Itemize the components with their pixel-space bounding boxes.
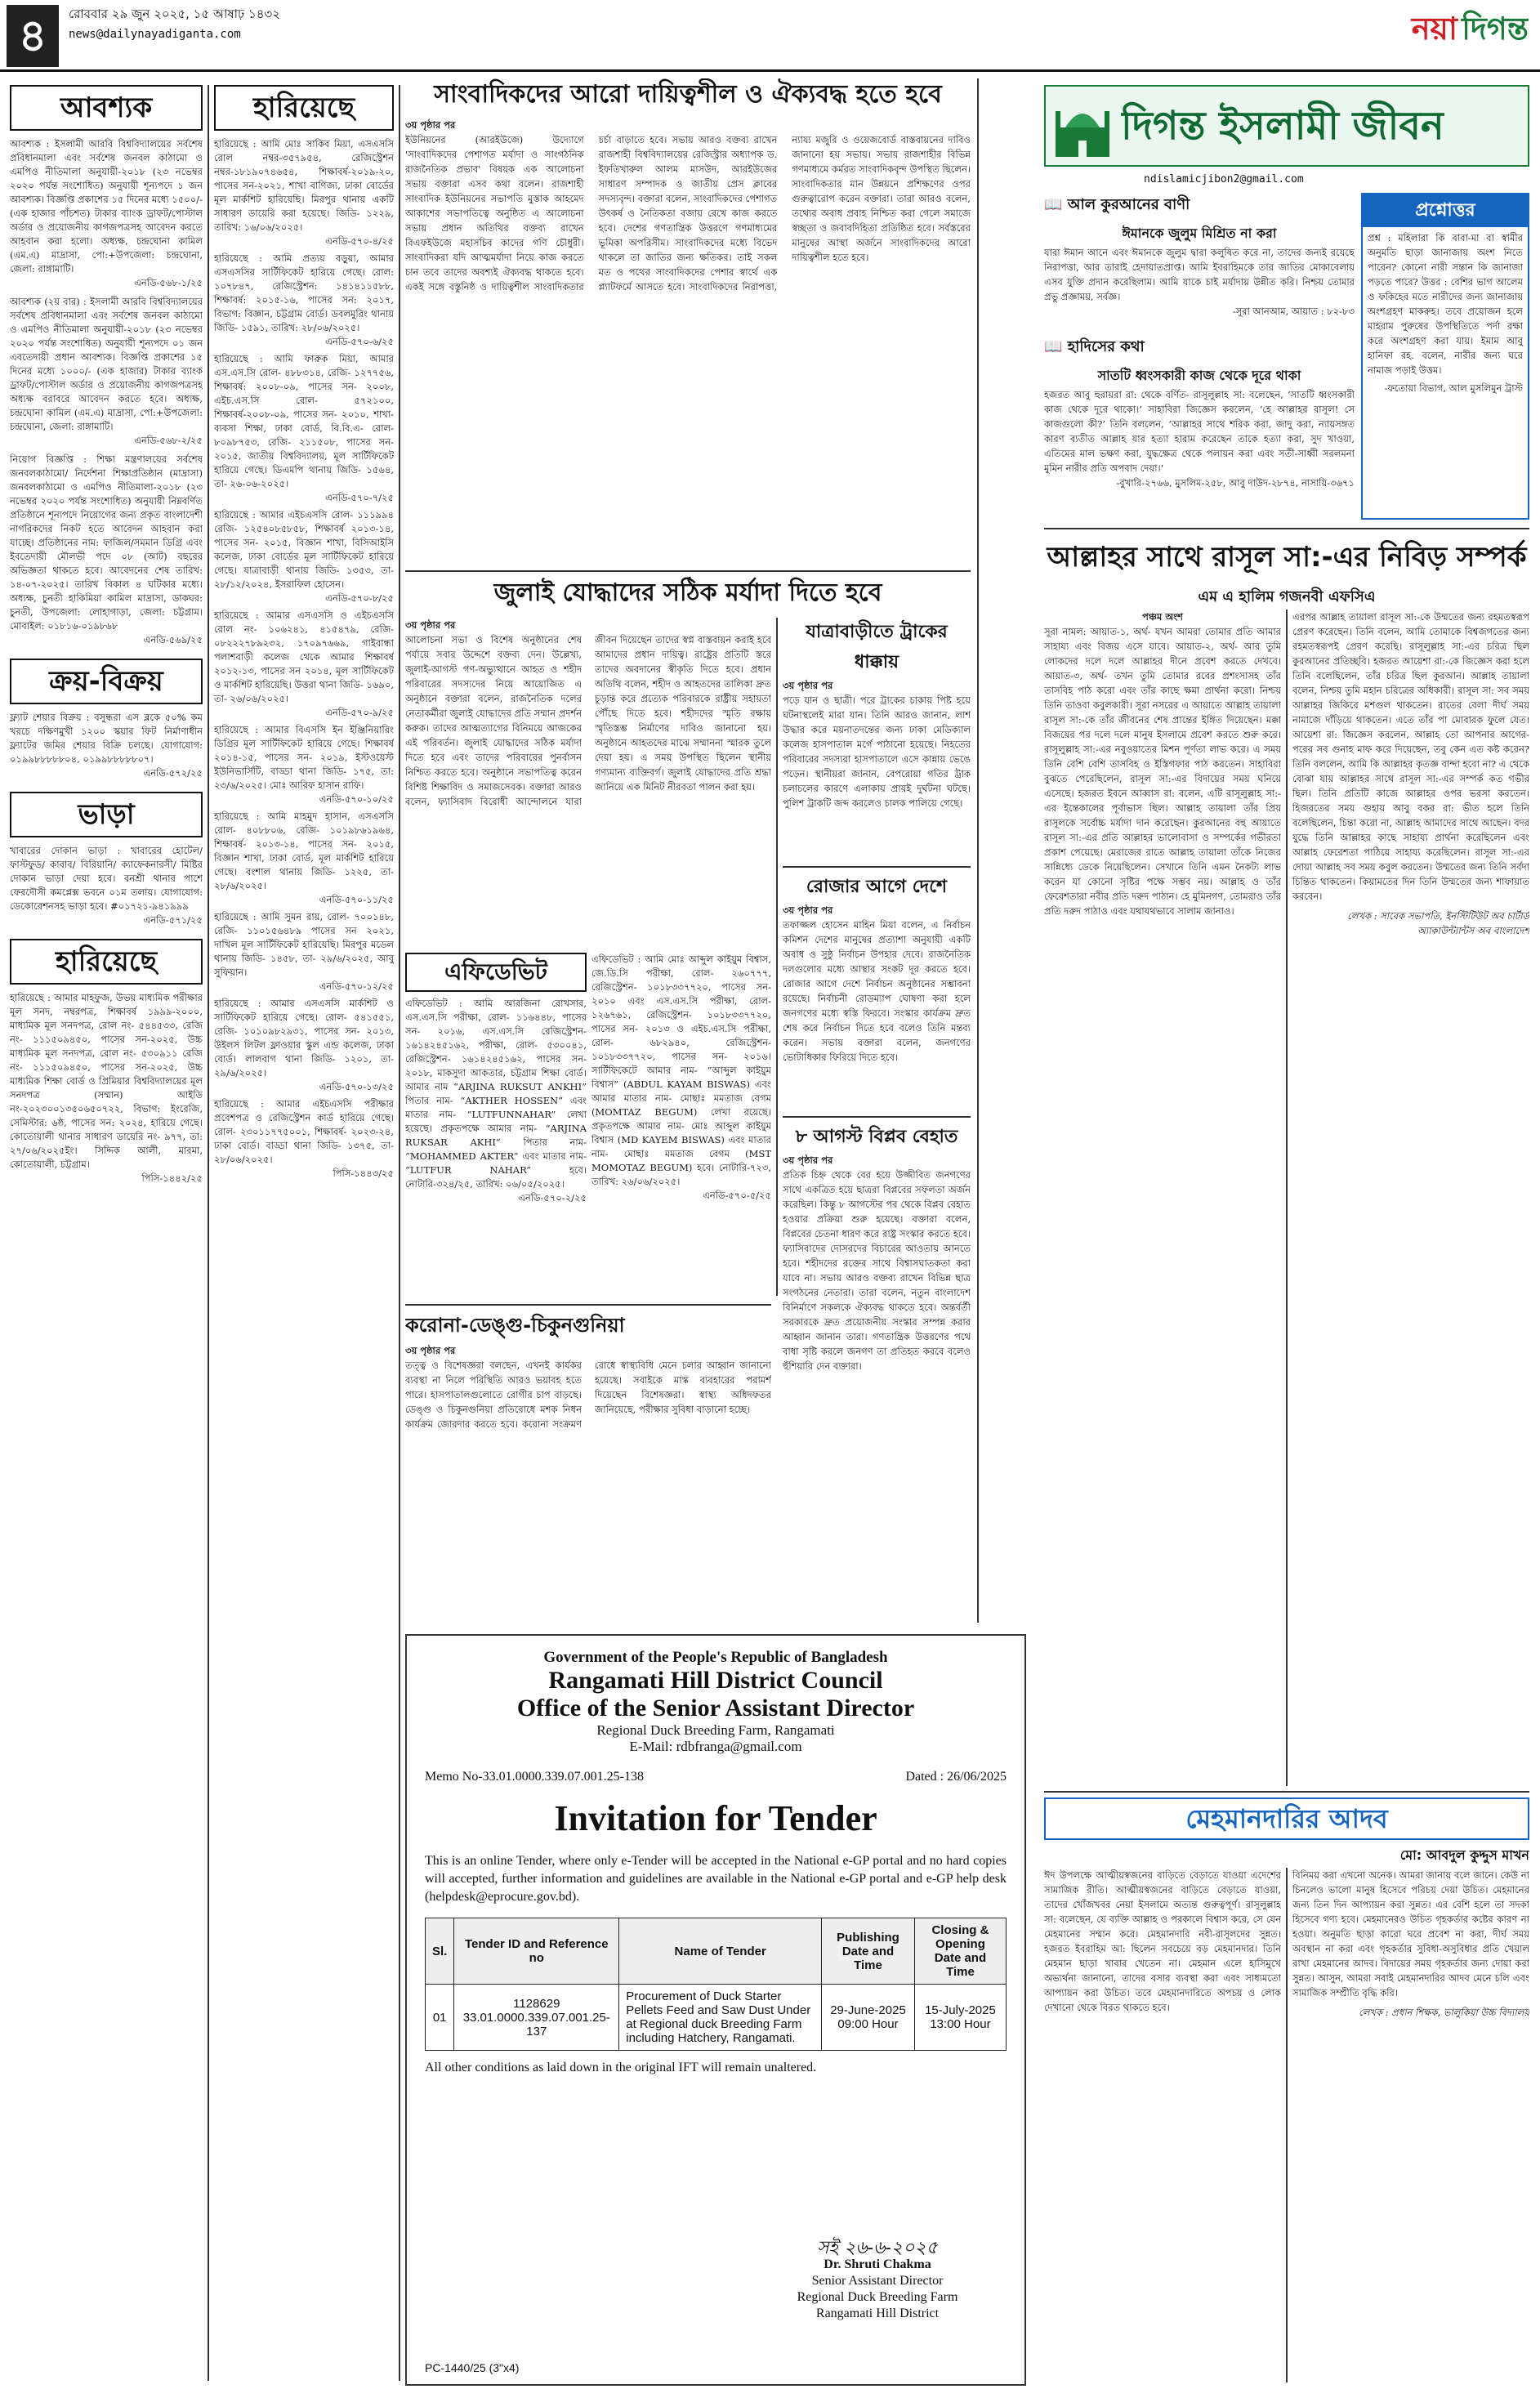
prophet-article-col1 <box>1044 610 1281 1786</box>
article-kicker: ৩য় পৃষ্ঠার পর <box>783 904 833 916</box>
col-tender-id: Tender ID and Reference no <box>454 1918 619 1985</box>
tender-pc-ref: PC-1440/25 (3"x4) <box>425 2361 520 2374</box>
rent-ad: খাবারের দোকান ভাড়া : খাবারের হোটেল/ ফাস্টফুড/ কাবাব/ বিরিয়ানি/ ক্যাফেকনারসী/ মিষ্টির দোকান ভাড়া দেয়া হবে। বনশ্রী থানার পাশে ফেরদৌসী কমপ্লেক্স ভবনে ০১ম তলায়। যোগাযোগ: ডেকোরেশনসহ ভাড়া হবে। #০১৭২১-৯৪১৯৯৯ <box>10 845 203 912</box>
classifieds-column <box>10 85 203 2373</box>
hadith-heading-label: হাদিসের কথা <box>1067 338 1145 355</box>
article-kicker: ৩য় পৃষ্ঠার পর <box>783 1154 833 1166</box>
journalists-article <box>405 118 971 565</box>
journalists-body: ইউনিয়নের (আরইউজে) উদ্যোগে 'সাংবাদিকদের পেশাগত মর্যাদা ও সাংগঠনিক রাজনৈতিক প্রভাব' বিষয়ক এক আলোচনা সভায় বক্তারা এসব কথা বলেন। রাজশাহী সাংবাদিক ইউনিয়নের সভাপতি মুস্তাক আহমেদ আকাশের সভাপতিত্বে অনুষ্ঠিত এ আলোচনা সভায় প্রধান অতিথির বক্তব্য রাখেন বিএফইউজে মহাসচিব কাদের গণি চৌধুরী। সাংবাদিকরা যদি আত্মমর্যাদা নিয়ে কাজ করতে চান তবে তাদের অবশ্যই ঐক্যবদ্ধ থাকতে হবে। একই সঙ্গে বস্তুনিষ্ঠ ও দায়িত্বশীল সাংবাদিকতার চর্চা বাড়াতে হবে। সভায় আরও বক্তব্য রাখেন রাজশাহী বিশ্ববিদ্যালয়ের রেজিস্ট্রার অধ্যাপক ড. ইফতিখারুল আলম মাসউদ, আরইউজের সাধারণ সম্পাদক ও জাতীয় প্রেস ক্লাবের সদস্যবৃন্দ। বক্তারা বলেন, সাংবাদিকদের পেশাগত উৎকর্ষ ও নৈতিকতা বজায় রেখে কাজ করতে হবে। দেশের গণতান্ত্রিক উত্তরণে গণমাধ্যমের ভূমিকা অপরিসীম। সাংবাদিকদের মধ্যে বিভেদ থাকলে তা জাতির জন্য ক্ষতিকর। তাই সকল মত ও পথের সাংবাদিকদের পেশার স্বার্থে এক প্ল্যাটফর্মে আসতে হবে। সাংবাদিকদের নিরাপত্তা, ন্যায্য মজুরি ও ওয়েজবোর্ড বাস্তবায়নের দাবিও জানানো হয় সভায়। সভায় রাজশাহীর বিভিন্ন গণমাধ্যমে কর্মরত সাংবাদিকবৃন্দ উপস্থিত ছিলেন। সাংবাদিকতার মান উন্নয়নে প্রশিক্ষণের ওপর গুরুত্বারোপ করেন বক্তারা। তারা আরও বলেন, তথ্যের অবাধ প্রবাহ নিশ্চিত করা গেলে সমাজে স্বচ্ছতা ও জবাবদিহিতা প্রতিষ্ঠিত হবে। সর্বস্তরের মানুষের আস্থা অর্জনে সাংবাদিকদের আরো দায়িত্বশীল হতে হবে। <box>405 134 971 292</box>
july-headline: জুলাই যোদ্ধাদের সঠিক মর্যাদা দিতে হবে <box>493 578 882 607</box>
column-divider <box>1286 1868 1288 2382</box>
lost-item-ref: পিসি-১৪৪৩/২৫ <box>333 1168 394 1179</box>
tender-council: Rangamati Hill District Council <box>548 1667 883 1694</box>
lost-item-ref: এনডি-৫৭০-৪/২৫ <box>325 235 394 247</box>
lost-item-ref: এনডি-৫৭০-৬/২৫ <box>325 336 394 347</box>
truck-body: পড়ে যান ও ছাত্রী। পরে ট্রাকের চাকায় পিষ্ট হয়ে ঘটনাস্থলেই মারা যান। তিনি আরও জানান, লাশ উদ্ধার করে ময়নাতদন্তের জন্য ঢাকা মেডিক্যাল কলেজ হাসপাতাল মর্গে পাঠানো হয়েছে। নিহতের পরিবারের সদস্যরা হাসপাতালে এসে কান্নায় ভেঙে পড়েন। স্থানীয়রা জানান, বেপরোয়া গতির ট্রাক চলাচলের কারণে এলাকায় প্রায়ই দুর্ঘটনা ঘটছে। পুলিশ ট্রাকটি জব্দ করলেও চালক পালিয়ে গেছে। <box>783 694 971 809</box>
prophet-part: পঞ্চম অংশ <box>1142 611 1183 623</box>
corona-body: তত্ত্ব ও বিশেষজ্ঞরা বলছেন, এখনই কার্যকর ব্যবস্থা না নিলে পরিস্থিতি আরও ভয়াবহ হতে পারে। হাসপাতালগুলোতে রোগীর চাপ বাড়ছে। ডেঙ্গু ও চিকুনগুনিয়া প্রতিরোধে মশক নিধন কার্যক্রম জোরদার করতে হবে। করোনা সংক্রমণ রোধে স্বাস্থ্যবিধি মেনে চলার আহ্বান জানানো হয়েছে। সবাইকে মাস্ক ব্যবহারের পরামর্শ দিয়েছেন বিশেষজ্ঞরা। স্বাস্থ্য অধিদফতর জানিয়েছে, পরীক্ষার সুবিধা বাড়ানো হচ্ছে। <box>405 1360 771 1430</box>
lost-item-ref: এনডি-৫৭০-৯/২৫ <box>325 707 394 718</box>
guest-credit: লেখক : প্রধান শিক্ষক, ভালুকিয়া উচ্চ বিদ্যালয় <box>1359 2007 1529 2018</box>
buysell-heading: ক্রয়-বিক্রয় <box>10 659 203 704</box>
lost-item: হারিয়েছে : আমি মাহমুদ হাসান, এসএসসি রোল- ৪০৮৮০৬, রেজি- ১০১৯৮৬১৯৬৪, শিক্ষাবর্ষ- ২০১৩-১৪, পাসের সন- ২০১৫, বিজ্ঞান শাখা, ঢাকা বোর্ড, মূল মার্কশিট হারিয়ে গেছে। বংশাল থানায় জিডি- ১২২৫, তা- ২৮/৬/২০২৫। <box>214 810 394 891</box>
truck-headline: যাত্রাবাড়ীতে ট্রাকের ধাক্কায় <box>806 622 948 672</box>
wanted-heading: আবশ্যক <box>10 85 203 131</box>
article-kicker: ৩য় পৃষ্ঠার পর <box>405 619 456 631</box>
tender-email[interactable]: E-Mail: rdbfranga@gmail.com <box>629 1739 802 1754</box>
tender-table <box>425 1918 1007 2051</box>
tender-office: Office of the Senior Assistant Director <box>516 1695 915 1721</box>
tender-date: Dated : 26/06/2025 <box>905 1770 1007 1784</box>
islam-header <box>1044 85 1529 167</box>
affidavit-ref: এনডি-৫৭০-২/২৫ <box>518 1192 587 1203</box>
article-kicker: ৩য় পৃষ্ঠার পর <box>405 1345 456 1356</box>
wanted-ref-3: এনডি-৫৬৯/২৫ <box>143 634 203 645</box>
roza-article <box>783 866 971 1111</box>
truck-article <box>783 618 971 863</box>
col-publish: Publishing Date and Time <box>822 1918 915 1985</box>
col-closing: Closing & Opening Date and Time <box>914 1918 1006 1985</box>
lost-item: হারিয়েছে : আমি ফারুক মিয়া, আমার এস.এস.সি রোল- ৪৮৮৩১৪, রেজি- ১২৭৭৫৬, শিক্ষাবর্ষ: ২০০৮-০৯, পাসের সন- ২০০৮, এইচ.এস.সি রোল- ৫৭২১০০, শিক্ষাবর্ষ-২০০৮-০৯, পাসের সন- ২০১০, শাখা- ব্যবসা শিক্ষা, ঢাকা বোর্ড, বি.বি.এ- রোল- ৮০৯৮৭৫৩, রেজি- ২১১৫০৮, পাসের সন- ২০১৫, জাতীয় বিশ্ববিদ্যালয়, মূল সার্টিফিকেট হারিয়ে গেছে। ডিএমপি থানায় জিডি- ১৫৬৪, তা- ২৬-০৬-২০২৫। <box>214 353 394 489</box>
section-divider <box>783 1116 971 1118</box>
signer-name: Dr. Shruti Chakma <box>824 2257 931 2271</box>
cell-publish: 29-June-2025 09:00 Hour <box>822 1985 915 2051</box>
col-tender-name: Name of Tender <box>619 1918 822 1985</box>
lost-item-ref: এনডি-৫৭০-৮/২৫ <box>325 592 394 604</box>
wanted-ad-3: নিয়োগ বিজ্ঞপ্তি : শিক্ষা মন্ত্রণালয়ের সর্বশেষ জনবলকাঠামো/ নির্দেশনা শিক্ষাপ্রতিষ্ঠান (মাদ্রাসা) জনবলকাঠামো ও এমপিও নীতিমালা-২০১৮ (২৩ নভেম্বর ২০২০ পর্যন্ত সংশোধিত) অনুযায়ী নিম্নবর্ণিত প্রতিষ্ঠানে শূন্যপদে নিয়োগের জন্য প্রকৃত বাংলাদেশী নাগরিকদের নিকট হতে আবেদন আহবান করা যাচ্ছে। প্রতিষ্ঠানের নাম: ফাজিল/সমমান ডিগ্রি এবং ইবতেদায়ী মৌলভী পদে ০৮ (আট) বছরের অভিজ্ঞতা থাকতে হবে। আবেদনের শেষ তারিখ: ১৪-০৭-২০২৫। তারিখ বিকাল ৪ ঘটিকার মধ্যে। অধ্যক্ষ, চুনতী হাকিমিয়া কামিল মাদ্রাসা, ডাকঘর: চুনতী, উপজেলা: লোহাগাড়া, জেলা: চট্টগ্রাম। মোবাইল: ০১৮১৬-০১৯৮৬৮ <box>10 453 203 632</box>
lost-item-ref: এনডি-৫৭০-১৩/২৫ <box>319 1081 394 1092</box>
book-icon: 📖 <box>1044 338 1063 355</box>
cell-tender-id: 1128629 33.01.0000.339.07.001.25-137 <box>454 1985 619 2051</box>
section-divider <box>783 866 971 868</box>
wanted-ad-1: আবশ্যক : ইসলামী আরবি বিশ্ববিদ্যালয়ের সর্বশেষ প্রবিধানমালা এবং সর্বশেষ জনবল কাঠামো ও এমপিও নীতিমালা অনুযায়ী-২০১৮ (২৩ নভেম্বর ২০২০ পর্যন্ত সংশোধিত) অনুযায়ী শূন্যপদে ১ জন আবশ্যক। বিজ্ঞপ্তি প্রকাশের ১৫ দিনের মধ্যে ১৫০০/- (এক হাজার পাঁচশত) টাকার ব্যাংক ড্রাফট/পোস্টাল অর্ডার ও প্রয়োজনীয় কাগজপত্রসহ আবেদন করতে আহবান করা হলো। অধ্যক্ষ, চন্দ্রঘোনা কামিল (এম.এ) মাদ্রাসা, পো:+উপজেলা: চন্দ্রঘোনা, জেলা: রাঙ্গামাটি। <box>10 138 203 275</box>
lost-item: হারিয়েছে : আমি সুমন রায়, রোল- ৭০০১৪৮, রেজি- ১১০১৫৬৪৮৯ পাসের সন ২০২১, দাখিল মূল সার্টিফিকেট হারিয়েছি। মিরপুর মডেল থানায় জিডি- ১৪৫৮, তা- ২৯/৬/২০২৫, আবু সুফিয়ান। <box>214 911 394 978</box>
tender-table-header <box>426 1918 1007 1985</box>
signer-title: Rangamati Hill District <box>815 2306 940 2320</box>
tender-title: Invitation for Tender <box>554 1798 877 1838</box>
qa-section <box>1361 193 1529 520</box>
hadith-text: হজরত আবু হুরায়রা রা: থেকে বর্ণিত- রাসূলুল্লাহ সা: বলেছেন, ‘সাতটি ধ্বংসকারী কাজ থেকে দূরে থাকো।’ সাহাবিরা জিজ্ঞেস করলেন, ‘হে আল্লাহর রাসূল! সে কাজগুলো কী?’ তিনি বললেন, ‘আল্লাহর সাথে শরিক করা, জাদু করা, ন্যায়সঙ্গত কারণ ব্যতীত আল্লাহ যার হত্যা হারাম করেছেন তাকে হত্যা করা, সুদ খাওয়া, এতিমের মাল ভক্ষণ করা, যুদ্ধক্ষেত্র থেকে পলায়ন করা এবং সতী-সাধ্বী সরলমনা মুমিন নারীর প্রতি অপবাদ দেয়া।’ <box>1044 389 1355 474</box>
lost-item: হারিয়েছে : আমার এসএসসি মার্কশিট ও সার্টিফিকেট হারিয়ে গেছে। রোল- ৫৪১৫৫১, রেজি- ১০১০৯৮২৯৩১, পাসের সন- ২০১৩, উইলস লিটল ফ্লাওয়ার স্কুল এন্ড কলেজ, ঢাকা বোর্ড। লালবাগ থানা জিডি- ১২০১, তা- ২৯/৬/২০২৫। <box>214 998 394 1078</box>
cell-tender-name: Procurement of Duck Starter Pellets Feed and Saw Dust Under at Regional duck Breeding Farm including Hatchery, Rangamati. <box>619 1985 822 2051</box>
lost-item: হারিয়েছে : আমার এসএসসি ও এইচএসসি রোল নং- ১০৬২৪১, ৪১৫৪৭৯, রেজি- ০৮২২২৭৮৯২৩২, ১৭০৯৭৬৬৯, গাইবান্ধা পলাশবাড়ী কলেজ থেকে আমার শিক্ষাবর্ষ ২০১২-১৩, পাসের সন ২০১৪, মূল সার্টিফিকেট ও মার্কশিট হারিয়েছি। উত্তরা থানা জিডি- ১৬৯০, তা- ২৬/০৬/২০২৫। <box>214 610 394 704</box>
lost-item: হারিয়েছে : আমি মোঃ সাকিব মিয়া, এসএসসি রোল নম্বর-৩৫৭৯৫৪, রেজিস্ট্রেশন নম্বর-১৮১৯০৭৪৬৫৪, শিক্ষাবর্ষ-২০১৯-২০, পাসের সন-২০২১, শাখা বাণিজ্য, ঢাকা বোর্ডের মূল মার্কশিট হারিয়েছি। মিরপুর থানায় একটি সাধারণ ডায়েরি করা হয়েছে। জিডি- ১২২৯, তারিখ: ১৬/০৬/২০২৫। <box>214 138 394 233</box>
prophet-text-1: সূরা নামল: আয়াত-১, অর্থ- যখন আমরা তোমার প্রতি আমার সাহায্য এবং বিজয় এসে যাবে। আয়াত-২, অর্থ- আর তুমি লোকদের দলে দলে আল্লাহর দীনে প্রবেশ করতে দেখবে। আয়াত-৩, অর্থ- তখন তুমি তোমার রবের প্রশংসাসহ তাঁর তাসবিহ পাঠ করো এবং তাঁর কাছে ক্ষমা প্রার্থনা করো। নিশ্চয় তিনি তাওবা কবুলকারী। সূরা নসরের এ আয়াতে আল্লাহ তায়ালা রাসূল সা:-কে তাঁর জীবনের শেষ প্রান্তের ইঙ্গিত দিয়েছেন। মক্কা বিজয়ের পর দলে দলে মানুষ ইসলামে প্রবেশ করতে শুরু করে। রাসূলুল্লাহ সা:-এর নবুওয়াতের মিশন পূর্ণতা লাভ করে। এ সময় তিনি বেশি বেশি তাসবিহ ও ইস্তিগফার পাঠ করতেন। সাহাবিরা বুঝতে পেরেছিলেন, রাসূল সা:-এর বিদায়ের সময় ঘনিয়ে এসেছে। হজরত ইবনে আব্বাস রা: বলেন, এটি রাসূলুল্লাহ সা:-এর ইন্তেকালের পূর্বাভাস ছিল। আল্লাহ তায়ালা তাঁর প্রিয় রাসূলকে সর্বোচ্চ মর্যাদা দান করেছেন। কুরআনের বহু আয়াতে রাসূল সা:-এর প্রতি আল্লাহর ভালোবাসা ও সম্পর্কের গভীরতা প্রকাশ পেয়েছে। মেরাজের রাতে আল্লাহ তায়ালা তাঁকে নিজের সান্নিধ্যে ডেকে নিয়েছিলেন। সেখানে তিনি এমন নৈকট্য লাভ করেন যা কোনো সৃষ্টির পক্ষে সম্ভব নয়। আল্লাহ ও তাঁর ফেরেশতারা নবীর প্রতি দরুদ পাঠান। হে মুমিনগণ, তোমরাও তাঁর প্রতি দরুদ পাঠাও এবং যথাযথভাবে সালাম জানাও। <box>1044 626 1281 917</box>
article-kicker: ৩য় পৃষ্ঠার পর <box>783 680 833 691</box>
wanted-ref-2: এনডি-৫৬৮-২/২৫ <box>134 435 203 446</box>
roza-headline: রোজার আগে দেশে <box>806 877 948 897</box>
july-article <box>405 618 771 944</box>
col-sl: Sl. <box>426 1918 454 1985</box>
august-body: প্রতিক চিহ্ন থেকে বের হয়ে উজ্জীবিত জনগণের সাথে একত্রিত হয়ে ছাত্ররা বিপ্লবের সফলতা অর্জন করেছিল। কিন্তু ৮ আগস্টের পর থেকে বিপ্লব বেহাত হওয়ার প্রক্রিয়া শুরু হয়েছে। বক্তারা বলেন, বিপ্লবের চেতনা ধারণ করে রাষ্ট্র সংস্কার করতে হবে। ফ্যাসিবাদের দোসরদের বিচারের আওতায় আনতে হবে। শহীদদের রক্তের সাথে বিশ্বাসঘাতকতা করা যাবে না। সভায় আরও বক্তব্য রাখেন বিভিন্ন ছাত্র সংগঠনের নেতারা। তারা বলেন, নতুন বাংলাদেশ বিনির্মাণে সকলকে ঐক্যবদ্ধ থাকতে হবে। অন্তর্বর্তী সরকারকে দ্রুত প্রয়োজনীয় সংস্কার সম্পন্ন করার আহ্বান জানান তারা। গণতান্ত্রিক উত্তরণের পথে বাধা সৃষ্টি করলে জনগণ তা প্রতিহত করবে বলেও হুঁশিয়ারি দেন বক্তারা। <box>783 1169 971 1372</box>
tender-memo: Memo No-33.01.0000.339.07.001.25-138 <box>425 1770 644 1784</box>
tender-notice <box>405 1634 1026 2386</box>
book-icon: 📖 <box>1044 196 1063 213</box>
rent-heading: ভাড়া <box>10 792 203 837</box>
signer-title: Senior Assistant Director <box>811 2274 944 2288</box>
lost-heading-left: হারিয়েছে <box>10 939 203 985</box>
lost-heading: হারিয়েছে <box>214 85 394 131</box>
tender-signature-block <box>763 2240 992 2322</box>
section-divider <box>405 1304 771 1306</box>
section-divider <box>1044 1791 1529 1793</box>
column-divider <box>208 85 209 2381</box>
journalists-headline: সাংবাদিকদের আরো দায়িত্বশীল ও ঐক্যবদ্ধ হতে হবে <box>434 80 942 109</box>
islam-email[interactable]: ndislamicjibon2@gmail.com <box>1144 173 1304 185</box>
qa-text: প্রশ্ন : মহিলারা কি বাবা-মা বা স্বামীর অনুমতি ছাড়া জানাজায় অংশ নিতে পারেন? কোনো নারী সন্তান কি জানাজা পড়তে পারে? উত্তর : বেশির ভাগ আলেম ও ফকিহের মতে নারীদের জন্য জানাজায় অংশগ্রহণ মাকরুহ। তবে প্রয়োজন হলে মাহরাম পুরুষের উপস্থিতিতে পর্দা রক্ষা করে অংশগ্রহণ করা যায়। ইমাম আবু হানিফা রহ. বলেন, নারীর জন্য ঘরে নামাজ পড়াই উত্তম। <box>1368 232 1523 376</box>
guest-text-1: ঈদ উপলক্ষে আত্মীয়স্বজনের বাড়িতে বেড়াতে যাওয়া এদেশের সামাজিক রীতি। আত্মীয়স্বজনের বাড়িতে বেড়াতে যাওয়া, তাদের খোঁজখবর নেয়া ইসলামে অত্যন্ত গুরুত্বপূর্ণ। রাসূলুল্লাহ সা: বলেছেন, যে ব্যক্তি আল্লাহ ও পরকালে বিশ্বাস করে, সে যেন মেহমানের সম্মান করে। মেহমানদারি নবী-রাসূলদের সুন্নত। হজরত ইবরাহিম আ: ছিলেন সবচেয়ে বড় মেহমানদার। তিনি মেহমান ছাড়া খাবার খেতেন না। মেহমান এলে হাসিমুখে অভ্যর্থনা জানানো, তাদের বসার ব্যবস্থা করা এবং সাধ্যমতো আপ্যায়ন করা উচিত। তবে মেহমানদারিতে অপচয় ও লোক দেখানো থেকে বিরত থাকতে হবে। <box>1044 1869 1281 2013</box>
lost-item-ref: এনডি-৫৭০-৭/২৫ <box>325 492 394 503</box>
lost-item: হারিয়েছে : আমার এইচএসসি পরীক্ষার প্রবেশপত্র ও রেজিস্ট্রেশন কার্ড হারিয়ে গেছে। রোল- ২৩০১১৭৭৫০০১, শিক্ষাবর্ষ- ২০২৩-২৪, ঢাকা বোর্ড। বাড্ডা থানা জিডি- ১৩৭৫, তা- ২৮/০৬/২০২৫। <box>214 1098 394 1165</box>
signature: সই ২৬-৬-২০২৫ <box>817 2238 938 2258</box>
prophet-article-col2 <box>1292 610 1529 1786</box>
buysell-ad: ফ্ল্যাট শেয়ার বিক্রয় : বসুন্ধরা এস ব্লকে ৫০% কম খরচে দক্ষিণমুখী ১২০০ স্কয়ার ফিট নির্মাণাধীন ফ্ল্যাটের জমির শেয়ার বিক্রি চলছে। যোগাযোগ: ০১৯৯৮৮৮৮৮০৪, ০১৯৯৮৮৮৮৮০৭। <box>10 712 203 765</box>
hadith-section <box>1044 335 1355 515</box>
august-article <box>783 1116 971 1623</box>
prophet-credit: লেখক : সাবেক সভাপতি, ইনস্টিটিউট অব চার্টার্ড অ্যাকাউন্ট্যান্টস অব বাংলাদেশ <box>1347 910 1529 936</box>
hadith-source: -বুখারি-২৭৬৬, মুসলিম-২৫৮, আবু দাউদ-২৮৭৪, নাসায়ি-৩৬৭১ <box>1116 477 1355 489</box>
news-email[interactable]: news@dailynayadiganta.com <box>69 28 241 41</box>
roza-body: তফাজ্জল হোসেন মাহিন মিয়া বলেন, এ নির্বাচন কমিশন দেশের মানুষের প্রত্যাশা অনুযায়ী একটি অবাধ ও সুষ্ঠু নির্বাচন উপহার দেবে। রাজনৈতিক দলগুলোর মধ্যে আস্থার সংকট দূর করতে হবে। রোজার আগে দেশে নির্বাচন অনুষ্ঠানের সম্ভাবনা রয়েছে। নির্বাচনী রোডম্যাপ ঘোষণা করা হলে জনগণের মধ্যে স্বস্তি ফিরবে। সংস্কার কার্যক্রম দ্রুত শেষ করে নির্বাচন দিতে হবে বলেও তিনি মন্তব্য করেন। সভায় বক্তারা বলেন, জনগণের ভোটাধিকার ফিরিয়ে দিতে হবে। <box>783 919 971 1063</box>
quran-source: -সূরা আনআম, আয়াত : ৮২-৮৩ <box>1232 306 1355 317</box>
islam-title: দিগন্ত ইসলামী জীবন <box>1121 103 1444 149</box>
date-line: রোববার ২৯ জুন ২০২৫, ১৫ আষাঢ় ১৪৩২ <box>69 7 280 21</box>
lost-item-ref: এনডি-৫৭০-১০/২৫ <box>319 793 394 805</box>
guest-article-col1 <box>1044 1868 1281 2382</box>
masthead <box>0 0 1540 72</box>
prophet-text-2: এরপর আল্লাহ তায়ালা রাসূল সা:-কে উম্মতের জন্য রহমতস্বরূপ প্রেরণ করেছেন। তিনি বলেন, আমি তোমাকে বিশ্বজগতের জন্য রহমতস্বরূপই প্রেরণ করেছি। রাসূলুল্লাহ সা:-এর চরিত্র ছিল কুরআনের প্রতিচ্ছবি। হজরত আয়েশা রা:-কে জিজ্ঞেস করা হলে তিনি বলেছিলেন, তাঁর চরিত্র ছিল কুরআন। আল্লাহ তায়ালা বলেন, নিশ্চয় তুমি মহান চরিত্রের অধিকারী। রাসূল সা: সব সময় আল্লাহর জিকিরে মশগুল থাকতেন। রাতের বেলা দীর্ঘ সময় নামাজে দাঁড়িয়ে থাকতেন। এতে তাঁর পা মোবারক ফুলে যেত। আয়েশা রা: জিজ্ঞেস করলেন, আল্লাহ তো আপনার আগের-পরের সব গুনাহ মাফ করে দিয়েছেন, তবু কেন এত কষ্ট করেন? তিনি বললেন, আমি কি আল্লাহর কৃতজ্ঞ বান্দা হবো না? এ থেকে বোঝা যায় আল্লাহর সাথে রাসূল সা:-এর সম্পর্ক কত গভীর ছিল। তিনি প্রতিটি কাজে আল্লাহর ওপর ভরসা করতেন। হিজরতের সময় গুহায় আবু বকর রা: ভীত হলে তিনি বলেছিলেন, চিন্তা করো না, আল্লাহ আমাদের সাথে আছেন। বদর যুদ্ধে তিনি আল্লাহর কাছে সাহায্য প্রার্থনা করেছিলেন এবং আল্লাহ ফেরেশতা পাঠিয়ে সাহায্য করেছিলেন। রাসূল সা:-এর দোয়া আল্লাহ সব সময় কবুল করতেন। উম্মতের জন্য তিনি সর্বদা চিন্তিত থাকতেন। কিয়ামতের দিন তিনি উম্মতের জন্য শাফায়াত করবেন। <box>1292 611 1529 902</box>
affidavit-item: এফিডেভিট : আমি মোঃ আব্দুল কাইয়ুম বিশ্বাস, জে.ডি.সি পরীক্ষা, রোল- ২৬০৭৭৭, রেজিস্ট্রেশন- ১০১৮৩৩৭৭২০, পাসের সন- ২০১০ এবং এস.এস.সি পরীক্ষা, রোল- ১২৬৭৬১, রেজিস্ট্রেশন- ১০১৮৩৩৭৭২০, পাসের সন- ২০১৩ ও এইচ.এস.সি পরীক্ষা, রোল- ৬৮২৯৪০, রেজিস্ট্রেশন- ১০১৮৩৩৭৭২০, পাসের সন- ২০১৬। সার্টিফিকেটে আমার নাম- “আব্দুল কাইয়ুম বিশ্বাস” (ABDUL KAYAM BISWAS) এবং আমার মাতার নাম- মোছাঃ মমতাজ বেগম (MOMTAZ BEGUM) লেখা রয়েছে। প্রকৃতপক্ষে আমার নাম- মোঃ আব্দুল কাইয়ুম বিশ্বাস (MD KAYEM BISWAS) এবং মাতার নাম- মোছাঃ মমতাজ বেগম (MST MOMOTAZ BEGUM) হবে। নোটারি-৭২৩, তারিখ: ২৬/০৬/২০২৫। <box>591 953 771 1187</box>
hadith-heading <box>1044 335 1355 360</box>
august-headline: ৮ আগস্ট বিপ্লব বেহাত <box>795 1127 958 1147</box>
quran-heading <box>1044 193 1355 218</box>
lost-item: হারিয়েছে : আমি প্রত্যয় বড়ুয়া, আমার এসএসসির সার্টিফিকেট হারিয়ে গেছে। রোল: ১০৭৮৪৭, রেজিস্ট্রেশন: ১৪১৪১১৫৮৮, শিক্ষাবর্ষ: ২০১৫-১৬, পাসের সন: ২০১৭, বিভাগ: বিজ্ঞান, চট্টগ্রাম বোর্ড। ডবলমুরিং থানায় জিডি- ১৫৯১, তারিখ: ২৮/০৬/২০২৫। <box>214 252 394 333</box>
corona-headline: করোনা-ডেঙ্গু-চিকুনগুনিয়া <box>405 1314 625 1337</box>
corona-article <box>405 1304 771 1623</box>
guest-text-2: বিনিময় করা এখনো অনেক। আমরা জানায় বলে জানে। কেউ না চিনলেও ভালো মানুষ হিসেবে পরিচয় দেয়া উচিত। মেহমানের জন্য তিন দিন আপ্যায়ন করা সুন্নত। এর বেশি হলে তা সদকা হিসেবে গণ্য হবে। মেহমানেরও উচিত গৃহকর্তার কষ্টের কারণ না হওয়া। অনুমতি ছাড়া কারো ঘরে প্রবেশ না করা, দীর্ঘ সময় অবস্থান না করা এবং গৃহকর্তার সুবিধা-অসুবিধার প্রতি খেয়াল রাখা মেহমানের আদব। বিদায়ের সময় গৃহকর্তার জন্য দোয়া করা সুন্নত। আসুন, আমরা সবাই মেহমানদারির আদব মেনে চলি এবং সামাজিক সম্প্রীতি বৃদ্ধি করি। <box>1292 1869 1529 1998</box>
july-body: আলোচনা সভা ও বিশেষ অনুষ্ঠানের শেষ পর্যায়ে সবার উদ্দেশে বক্তব্য দেন। উল্লেখ্য, জুলাই-আগস্ট গণ-অভ্যুত্থানে আহত ও শহীদ পরিবারের সদস্যদের নিয়ে আয়োজিত এ অনুষ্ঠানে বক্তারা বলেন, রাজনৈতিক দলের নেতাকর্মীরা জুলাই যোদ্ধাদের প্রতি সম্মান প্রদর্শন করুক। তাদের আত্মত্যাগের বিনিময়ে আজকের এই পরিবর্তন। জুলাই যোদ্ধাদের সঠিক মর্যাদা দিতে হবে এবং তাদের পরিবারের পুনর্বাসন নিশ্চিত করতে হবে। অনুষ্ঠানে সভাপতিত্ব করেন বিশিষ্ট শিক্ষাবিদ ও সমাজসেবক। বক্তারা আরও বলেন, ফ্যাসিবাদ বিরোধী আন্দোলনে যারা জীবন দিয়েছেন তাদের স্বপ্ন বাস্তবায়ন করাই হবে আমাদের প্রধান দায়িত্ব। রাষ্ট্রের প্রতিটি স্তরে তাদের অবদানের স্বীকৃতি দিতে হবে। প্রধান অতিথি বলেন, শহীদ ও আহতদের তালিকা দ্রুত চূড়ান্ত করে প্রত্যেক পরিবারকে রাষ্ট্রীয় সহায়তা পৌঁছে দিতে হবে। শহীদদের স্মৃতি রক্ষায় স্মৃতিস্তম্ভ নির্মাণের দাবিও জানানো হয়। অনুষ্ঠানে আহতদের মাঝে সম্মাননা স্মারক তুলে দেয়া হয়। এ সময় উপস্থিত ছিলেন স্থানীয় গণ্যমান্য ব্যক্তিবর্গ। জুলাই যোদ্ধাদের প্রতি শ্রদ্ধা জানিয়ে এক মিনিট নীরবতা পালন করা হয়। <box>405 634 771 807</box>
guest-article-col2 <box>1292 1868 1529 2382</box>
prophet-author: এম এ হালিম গজনবী এফসিএ <box>1198 588 1376 605</box>
guest-headline: মেহমানদারির আদব <box>1185 1803 1388 1834</box>
cell-sl: 01 <box>426 1985 454 2051</box>
column-divider <box>1286 610 1288 1786</box>
lost-ref-left: পিসি-১৪৪২/২৫ <box>141 1172 203 1184</box>
section-divider <box>1044 528 1529 529</box>
cell-closing: 15-July-2025 13:00 Hour <box>914 1985 1006 2051</box>
qa-source: -ফতোয়া বিভাগ, আল মুসলিমুন ট্রাস্ট <box>1384 382 1523 394</box>
section-divider <box>405 570 971 572</box>
logo-part-2: দিগন্ত <box>1462 11 1529 47</box>
quran-subheading: ঈমানকে জুলুম মিশ্রিত না করা <box>1122 226 1277 241</box>
quran-section <box>1044 193 1355 332</box>
prophet-headline: আল্লাহর সাথে রাসূল সা:-এর নিবিড় সম্পর্ক <box>1047 541 1527 574</box>
lost-list <box>214 137 394 1181</box>
guest-header <box>1044 1797 1529 1840</box>
buysell-ref: এনডি-৫৭২/২৫ <box>143 767 203 779</box>
lost-item: হারিয়েছে : আমার এইচএসসি রোল- ১১১৯৯৪ রেজি- ১২৫৪০৮৫৮৫৮, শিক্ষাবর্ষ ২০১৩-১৪, পাসের সন- ২০১৫, বিজ্ঞান শাখা, বিসিআইসি কলেজ, ঢাকা বোর্ডের মূল সার্টিফিকেট হারিয়ে গেছে। যাত্রাবাড়ী থানায় জিডি- ১৩৫৩, তা- ২৮/১২/২০২৪, ইসরাফিল হোসেন। <box>214 509 394 590</box>
wanted-ad-2: আবশ্যক (২য় বার) : ইসলামী আরবি বিশ্ববিদ্যালয়ের সর্বশেষ প্রবিধানমালা এবং সর্বশেষ জনবল কাঠামো ও এমপিও নীতিমালা অনুযায়ী-২০১৮ (২৩ নভেম্বর ২০২০ পর্যন্ত সংশোধিত) অনুযায়ী শূন্যপদে ০১ জন এবতেদায়ী প্রধান আবশ্যক। বিজ্ঞপ্তি প্রকাশের ১৫ দিনের মধ্যে ১০০০/- (এক হাজার) টাকার ব্যাংক ড্রাফট/পোস্টাল অর্ডার ও প্রয়োজনীয় কাগজপত্রসহ অধ্যক্ষ বরাবরে আবেদন করতে হবে। অধ্যক্ষ, চন্দ্রঘোনা কামিল (এম.এ) মাদ্রাসা, পো:+উপজেলা: চন্দ্রঘোনা, জেলা: রাঙ্গামাটি। <box>10 296 203 432</box>
tender-farm: Regional Duck Breeding Farm, Rangamati <box>596 1722 835 1738</box>
tender-intro: This is an online Tender, where only e-Tender will be accepted in the National e-GP portal and no hard copies will accepted, further information and guidelines are available in the National e-GP portal and e-GP help desk (helpdesk@eprocure.gov.bd). <box>425 1854 1007 1904</box>
tender-footnote: All other conditions as laid down in the original IFT will remain unaltered. <box>425 2061 817 2074</box>
tender-govt: Government of the People's Republic of Bangladesh <box>543 1649 888 1666</box>
article-kicker: ৩য় পৃষ্ঠার পর <box>405 119 456 131</box>
quran-heading-label: আল কুরআনের বাণী <box>1067 196 1190 213</box>
guest-author: মো: আবদুল কুদ্দুস মাখন <box>1399 1847 1529 1863</box>
lost-item: হারিয়েছে : আমার বিএসসি ইন ইঞ্জিনিয়ারিং ডিগ্রির মূল সার্টিফিকেট হারিয়ে গেছে। শিক্ষাবর্ষ ২০১৪-১৫, পাসের সন- ২০১৯, ইস্টওয়েস্ট ইউনিভার্সিটি, বাড্ডা থানা জিডি- ১৭৫, তা: ২৩/৬/২০২৫। মোঃ আরিফ হাসান রাফি। <box>214 724 394 791</box>
table-row <box>426 1985 1007 2051</box>
rent-ref: এনডি-৫৭১/২৫ <box>143 914 203 926</box>
column-divider <box>399 85 400 2381</box>
lost-column <box>214 85 394 2373</box>
column-divider <box>776 618 778 1296</box>
column-divider <box>977 78 979 1623</box>
affidavit-heading: এফিডেভিট <box>405 953 587 992</box>
affidavit-block-2 <box>591 953 771 1296</box>
page-number: ৪ <box>7 5 59 67</box>
tender-memo-row <box>425 1770 1007 1784</box>
affidavit-block <box>405 953 587 1296</box>
wanted-ref-1: এনডি-৫৬৮-১/২৫ <box>134 277 203 288</box>
signer-title: Regional Duck Breeding Farm <box>797 2290 958 2304</box>
lost-ad-left: হারিয়েছে : আমার মাহফুজ, উভয় মাধ্যমিক পরীক্ষার মূল সনদ, নম্বরপত্র, শিক্ষাবর্ষ ১৯৯৯-২০০০, মাধ্যমিক মূল সনদপত্র, রোল নং- ৫৪৪৫৩৩, রেজি নং- ১১১৫০৯৪৫০, পাসের সন-২০২৫, উচ্চ মাধ্যমিক মূল সনদপত্র, রোল নং- ৫৩০৯১১ রেজি নং- ১১১৫০৯৪৫০, পাসের সন-২০২৫, উচ্চ মাধ্যমিক শিক্ষা বোর্ড ও প্রিমিয়ার বিশ্ববিদ্যালয়ের মূল সনদপত্র (সম্মান) আইডি নং-২০২৩০০১৩৫০৬৫০৭২২, বিভাগ: ইংরেজি, সেমিস্টার: ৬ষ্ঠ, পাসের সন: ২০২৪, হারিয়ে গেছে। কোতোয়ালী থানার সাধারণ ডায়েরি নং- ৯৭৭, তা: ২৭/০৬/২০২৫ইং। সিদ্দিক আলী, মারমা, কোতোয়ালী, চট্টগ্রাম। <box>10 992 203 1170</box>
hadith-subheading: সাতটি ধ্বংসকারী কাজ থেকে দূরে থাকা <box>1097 368 1301 383</box>
quran-text: যারা ঈমান আনে এবং ঈমানকে জুলুম দ্বারা কলুষিত করে না, তাদের জন্যই রয়েছে নিরাপত্তা, আর তারাই হেদায়াতপ্রাপ্ত। আমি ইবরাহিমকে তার জাতির মোকাবেলায় এসব যুক্তি প্রদান করেছিলাম। আমি যাকে চাই মর্যাদায় উন্নীত করি। নিশ্চয় তোমার প্রভু প্রজ্ঞাময়, সর্বজ্ঞ। <box>1044 247 1355 302</box>
mosque-icon <box>1054 95 1111 160</box>
logo-part-1: নয়া <box>1411 11 1457 47</box>
affidavit-ref: এনডি-৫৭০-৫/২৫ <box>703 1190 771 1201</box>
lost-item-ref: এনডি-৫৭০-১২/২৫ <box>319 980 394 992</box>
lost-item-ref: এনডি-৫৭০-১১/২৫ <box>319 894 394 905</box>
affidavit-item: এফিডেভিট : আমি আরজিনা রোখসার, এস.এস.সি পরীক্ষা, রোল- ১১৬৪৪৮, পাসের সন- ২০১৬, এস.এস.সি রেজিস্ট্রেশন- ১৬১৪২৪৫১৬২, পরীক্ষা, রোল- ৫৩০০৪১, রেজিস্ট্রেশন- ১৬১৪২৪৫১৬২, পাসের সন- ২০১৮, মাকসুদা আকতার, চট্টগ্রাম শিক্ষা বোর্ড। আমার নাম “ARJINA RUKSUT ANKHI” পিতার নাম- “AKTHER HOSSEN” এবং মাতার নাম- “LUTFUNNAHAR” লেখা হয়েছে। প্রকৃতপক্ষে আমার নাম- “ARJINA RUKSAR AKHI” পিতার নাম- “MOHAMMED AKTER” এবং মাতার নাম- “LUTFUR NAHAR” হবে। নোটারি-৩২৪/২৫, তারিখ: ০৬/০৫/২০২৫। <box>405 998 587 1190</box>
qa-heading: প্রশ্নোত্তর <box>1363 194 1528 227</box>
newspaper-logo <box>1316 5 1529 67</box>
